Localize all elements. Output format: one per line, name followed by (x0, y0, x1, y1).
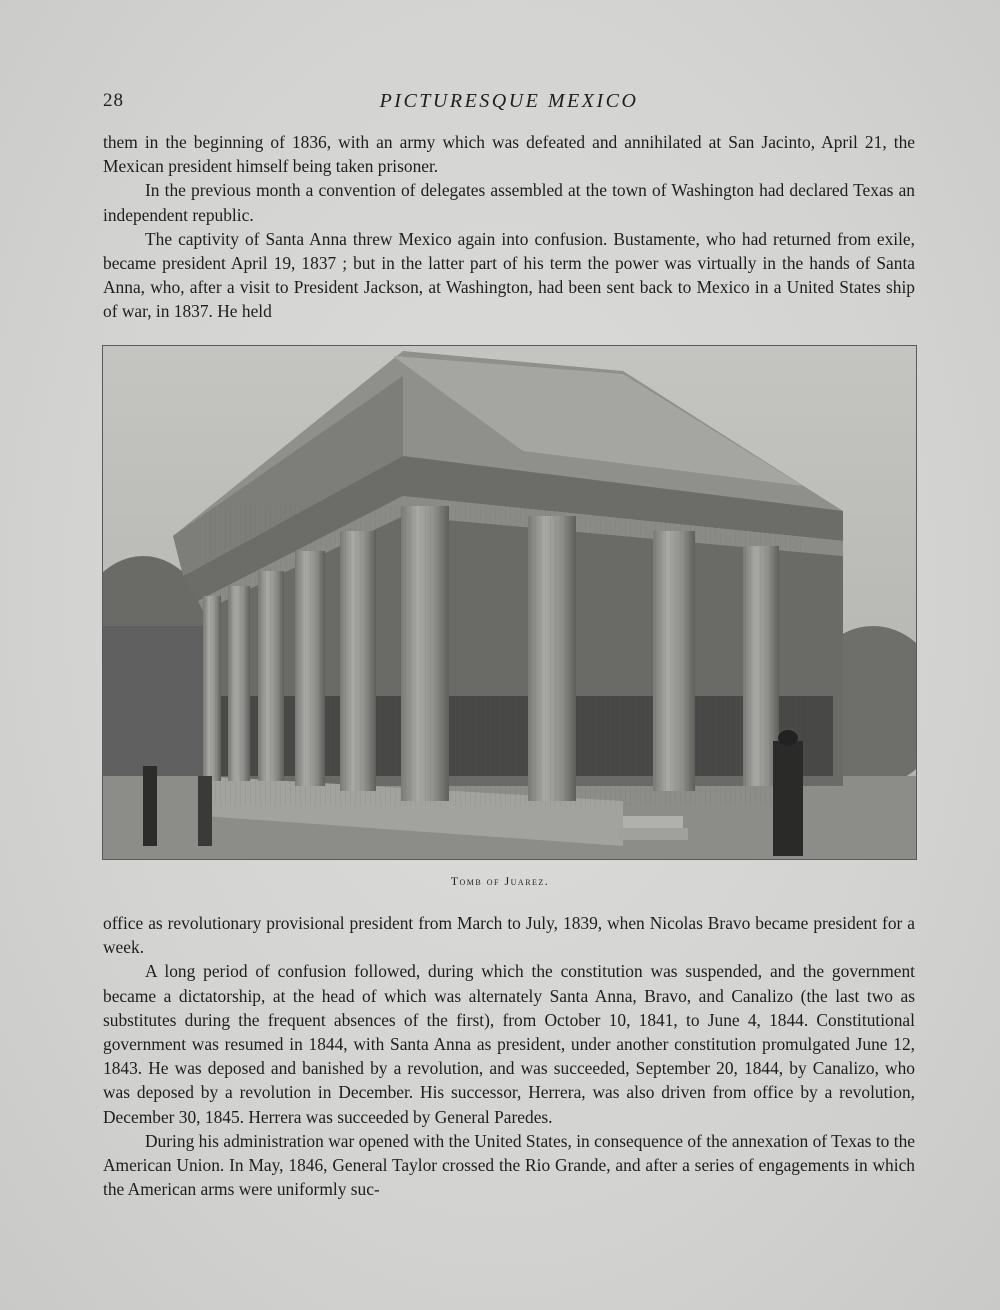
bottom-text-block (103, 911, 915, 1201)
paragraph: The captivity of Santa Anna threw Mexico again into confusion. Bustamente, who had returned from exile, became president April 19, 1837 ; but in the latter part of his term the power was virtually in the hands of Santa Anna, who, after a visit to President Jackson, at Washington, had been sent back to Mexico in a United States ship of war, in 1837. He held (103, 228, 915, 322)
page-header (103, 90, 915, 120)
tomb-photograph (102, 345, 917, 860)
paragraph: office as revolutionary provisional president from March to July, 1839, when Nicolas Bravo became president for a week. (103, 913, 915, 958)
page-number: 28 (103, 90, 124, 111)
paragraph: them in the beginning of 1836, with an army which was defeated and annihilated at San Jacinto, April 21, the Mexican president himself being taken prisoner. (103, 132, 915, 177)
figure-caption: Tomb of Juarez. (450, 874, 550, 888)
top-text-block (103, 130, 915, 324)
paragraph: During his administration war opened with the United States, in consequence of the annexation of Texas to the American Union. In May, 1846, General Taylor crossed the Rio Grande, and after a series of engagements in which the American arms were uniformly suc- (103, 1130, 915, 1200)
paragraph: A long period of confusion followed, during which the constitution was suspended, and the government became a dictatorship, at the head of which was alternately Santa Anna, Bravo, and Canalizo (the last two as substitutes during the frequent absences of the first), from October 10, 1841, to June 4, 1844. Constitutional government was resumed in 1844, with Santa Anna as president, under another constitution promulgated June 12, 1843. He was deposed and banished by a revolution, and was succeeded, September 20, 1844, by Canalizo, who was deposed by a revolution in December. His successor, Herrera, was also driven from office by a revolution, December 30, 1845. Herrera was succeeded by General Paredes. (103, 961, 915, 1127)
running-title: PICTURESQUE MEXICO (379, 90, 639, 112)
paragraph: In the previous month a convention of delegates assembled at the town of Washington had declared Texas an independent republic. (103, 180, 915, 225)
